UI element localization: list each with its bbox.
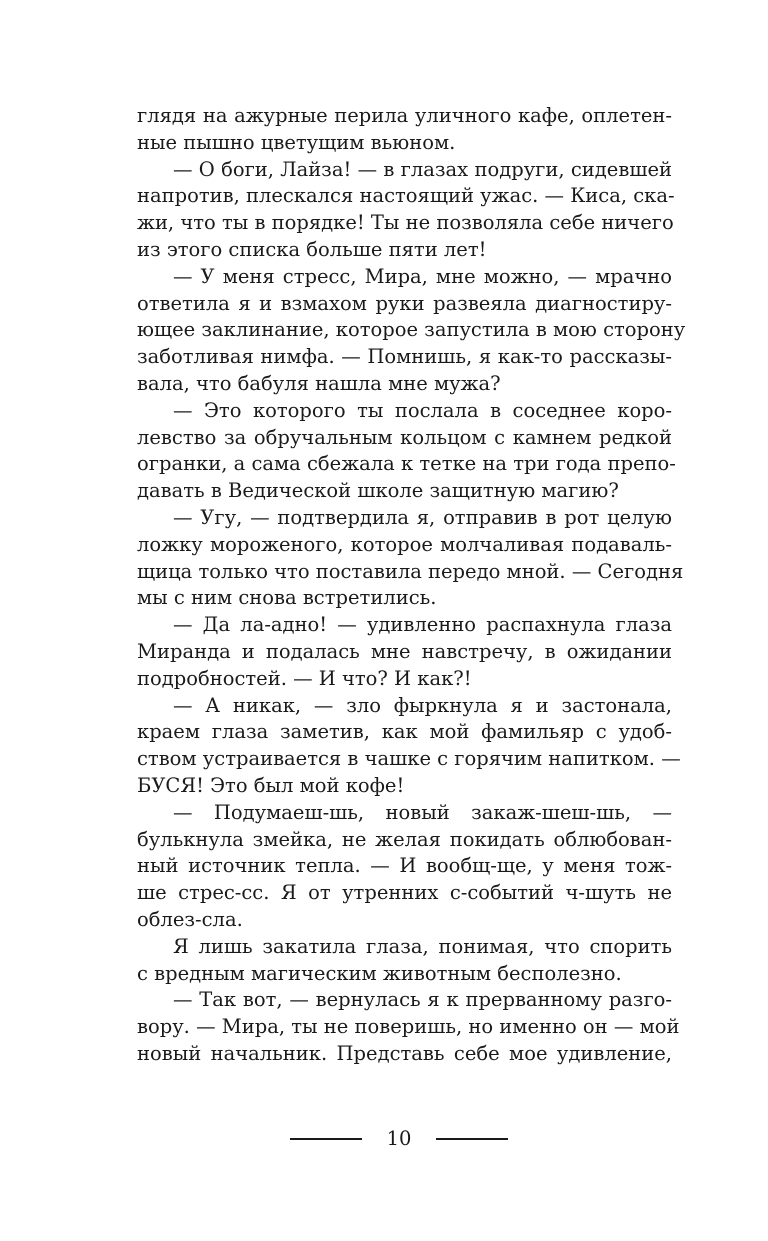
text-line: новый начальник. Представь себе мое удивление, xyxy=(137,1041,672,1065)
text-line: напротив, плескался настоящий ужас. — Киса, ска- xyxy=(137,184,675,208)
text-line: булькнула змейка, не желая покидать облюбован- xyxy=(137,827,672,851)
text-line: мы с ним снова встретились. xyxy=(137,586,437,610)
text-line: вору. — Мира, ты не поверишь, но именно он — мой xyxy=(137,1015,680,1039)
text-line: ющее заклинание, которое запустила в мою сторону xyxy=(137,318,686,342)
text-line: — Угу, — подтвердила я, отправив в рот целую xyxy=(173,505,672,529)
page-footer xyxy=(0,1125,768,1155)
text-line: левство за обручальным кольцом с камнем редкой xyxy=(137,425,672,449)
text-line: облез-сла. xyxy=(137,907,243,931)
text-line: Я лишь закатила глаза, понимая, что спорить xyxy=(173,934,672,958)
text-line: — А никак, — зло фыркнула я и застонала, xyxy=(173,693,672,717)
text-line: — О боги, Лайза! — в глазах подруги, сидевшей xyxy=(173,157,672,181)
text-line: ответила я и взмахом руки развеяла диагностиру- xyxy=(137,291,672,315)
text-line: вала, что бабуля нашла мне мужа? xyxy=(137,371,501,395)
text-line: заботливая нимфа. — Помнишь, я как-то рассказы- xyxy=(137,345,672,369)
page-text xyxy=(137,103,686,1068)
text-line: ше стрес-сс. Я от утренних с-событий ч-шуть не xyxy=(137,881,672,905)
text-line: БУСЯ! Это был мой кофе! xyxy=(137,773,405,797)
text-line: с вредным магическим животным бесполезно. xyxy=(137,961,622,985)
text-line: — Да ла-адно! — удивленно распахнула глаза xyxy=(173,613,672,637)
text-line: ные пышно цветущим вьюном. xyxy=(137,130,456,154)
text-line: ложку мороженого, которое молчаливая подаваль- xyxy=(137,532,672,556)
footer-rule-right xyxy=(436,1138,508,1140)
text-line: краем глаза заметив, как мой фамильяр с удоб- xyxy=(137,720,672,744)
text-line: подробностей. — И что? И как?! xyxy=(137,666,472,690)
text-line: — Так вот, — вернулась я к прерванному разго- xyxy=(173,988,672,1012)
text-line: ный источник тепла. — И вообщ-ще, у меня тож- xyxy=(137,854,672,878)
text-line: жи, что ты в порядке! Ты не позволяла себе ничего xyxy=(137,211,674,235)
text-line: Миранда и подалась мне навстречу, в ожидании xyxy=(137,639,672,663)
text-line: огранки, а сама сбежала к тетке на три года препо- xyxy=(137,452,676,476)
text-line: — У меня стресс, Мира, мне можно, — мрачно xyxy=(173,264,672,288)
text-line: — Подумаеш-шь, новый закаж-шеш-шь, — xyxy=(173,800,672,824)
text-line: давать в Ведической школе защитную магию? xyxy=(137,479,619,503)
text-line: — Это которого ты послала в соседнее коро- xyxy=(173,398,672,422)
text-line: из этого списка больше пяти лет! xyxy=(137,237,487,261)
page-number: 10 xyxy=(386,1127,412,1150)
text-line: щица только что поставила передо мной. — Сегодня xyxy=(137,559,684,583)
footer-rule-left xyxy=(290,1138,362,1140)
text-line: глядя на ажурные перила уличного кафе, оплетен- xyxy=(137,104,672,127)
text-line: ством устраивается в чашке с горячим напитком. — xyxy=(137,747,681,771)
